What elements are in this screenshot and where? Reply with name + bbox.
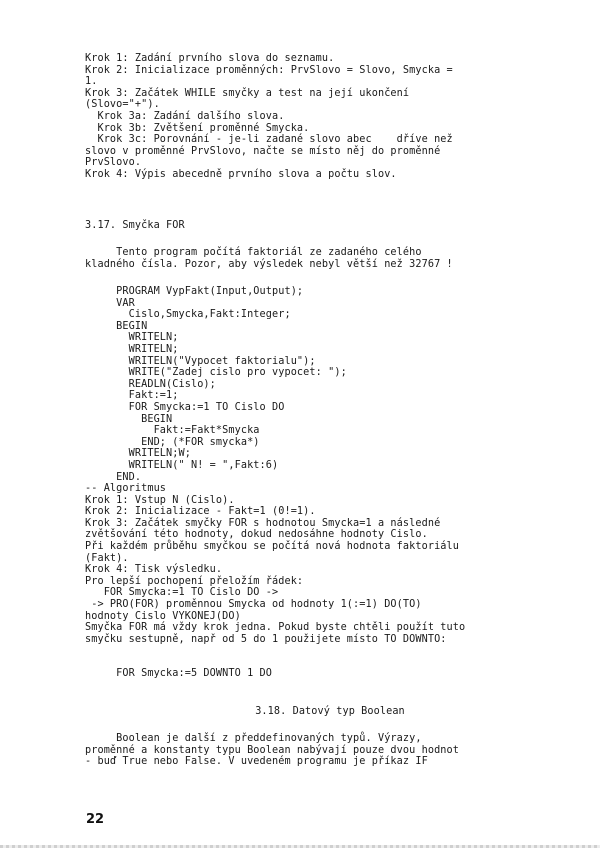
code-line: WRITE("Zadej cislo pro vypocet: "); [85,367,347,379]
section-heading-3-18 [85,706,575,718]
downto-example [85,668,575,680]
code-line: WRITELN("Vypocet faktorialu"); [85,355,316,367]
algorithm-line: Smyčka FOR má vždy krok jedna. Pokud byste chtěli použít tuto [85,622,466,634]
code-line: END; (*FOR smycka*) [85,436,260,448]
step-line: Krok 3: Začátek WHILE smyčky a test na její ukončení [85,87,410,99]
code-line: FOR Smycka:=5 DOWNTO 1 DO [85,668,273,679]
step-line: slovo v proměnné PrvSlovo, načte se místo něj do proměnné [85,145,441,157]
code-line: BEGIN [85,413,173,425]
section-title: 3.18. Datový typ Boolean [255,706,405,717]
step-line: Krok 4: Výpis abecedně prvního slova a počtu slov. [85,168,397,180]
code-line: PROGRAM VypFakt(Input,Output); [85,286,304,297]
section-title: 3.17. Smyčka FOR [85,220,185,231]
code-line: VAR [85,297,135,309]
algorithm-line: Pro lepší pochopení přeložím řádek: [85,575,304,587]
step-line: 1. [85,76,98,88]
code-line: WRITELN; [85,332,179,344]
code-line: WRITELN; [85,343,179,355]
code-line: END. [85,471,142,483]
step-line: PrvSlovo. [85,157,142,169]
code-line: Cislo,Smycka,Fakt:Integer; [85,309,291,321]
algorithm-line: Krok 2: Inicializace - Fakt=1 (0!=1). [85,506,316,518]
algorithm-line: FOR Smycka:=1 TO Cislo DO -> [85,587,279,599]
algorithm-line: Krok 4: Tisk výsledku. [85,564,223,576]
step-line: Krok 2: Inicializace proměnných: PrvSlovo = Slovo, Smycka = [85,64,453,76]
algorithm-line: Krok 1: Vstup N (Cislo). [85,494,235,506]
paragraph-line: proměnné a konstanty typu Boolean nabývají pouze dvou hodnot [85,744,460,756]
code-line: FOR Smycka:=1 TO Cislo DO [85,401,285,413]
algorithm-line: (Fakt). [85,552,129,564]
steps-section [85,53,575,181]
step-line: Krok 3a: Zadání dalšího slova. [85,110,285,122]
code-line: Fakt:=Fakt*Smycka [85,425,260,437]
algorithm-line: Krok 3: Začátek smyčky FOR s hodnotou Smycka=1 a následné [85,517,441,529]
step-line: Krok 3b: Zvětšení proměnné Smycka. [85,122,310,134]
intro-3-17 [85,247,575,270]
paragraph-line: - buď True nebo False. V uvedeném programu je příkaz IF [85,756,428,768]
code-line: READLN(Cislo); [85,378,216,390]
algorithm-line: -> PRO(FOR) proměnnou Smycka od hodnoty 1(:=1) DO(TO) [85,598,422,610]
code-line: WRITELN;W; [85,448,191,460]
program-listing [85,286,575,483]
page-number: 22 [86,812,105,827]
code-line: WRITELN(" N! = ",Fakt:6) [85,459,279,471]
section-heading-3-17 [85,220,575,232]
algorithm-line: zvětšování této hodnoty, dokud nedosáhne hodnoty Cislo. [85,529,428,541]
algorithm-line: Při každém průběhu smyčkou se počítá nová hodnota faktoriálu [85,540,460,552]
paragraph-line: Boolean je další z předdefinovaných typů. Výrazy, [85,733,422,744]
algorithm-line: smyčku sestupně, např od 5 do 1 použijete místo TO DOWNTO: [85,633,447,645]
algorithm-section [85,483,575,645]
step-line: (Slovo="+"). [85,99,160,111]
step-line: Krok 3c: Porovnání - je-li zadané slovo abec dříve než [85,134,453,146]
step-line: Krok 1: Zadání prvního slova do seznamu. [85,53,335,64]
algorithm-line: -- Algoritmus [85,483,167,494]
code-line: BEGIN [85,320,148,332]
paragraph-line: Tento program počítá faktoriál ze zadaného celého [85,247,422,258]
intro-3-18 [85,733,575,768]
paragraph-line: kladného čísla. Pozor, aby výsledek nebyl větší než 32767 ! [85,258,453,270]
code-line: Fakt:=1; [85,390,179,402]
algorithm-line: hodnoty Cislo VYKONEJ(DO) [85,610,241,622]
